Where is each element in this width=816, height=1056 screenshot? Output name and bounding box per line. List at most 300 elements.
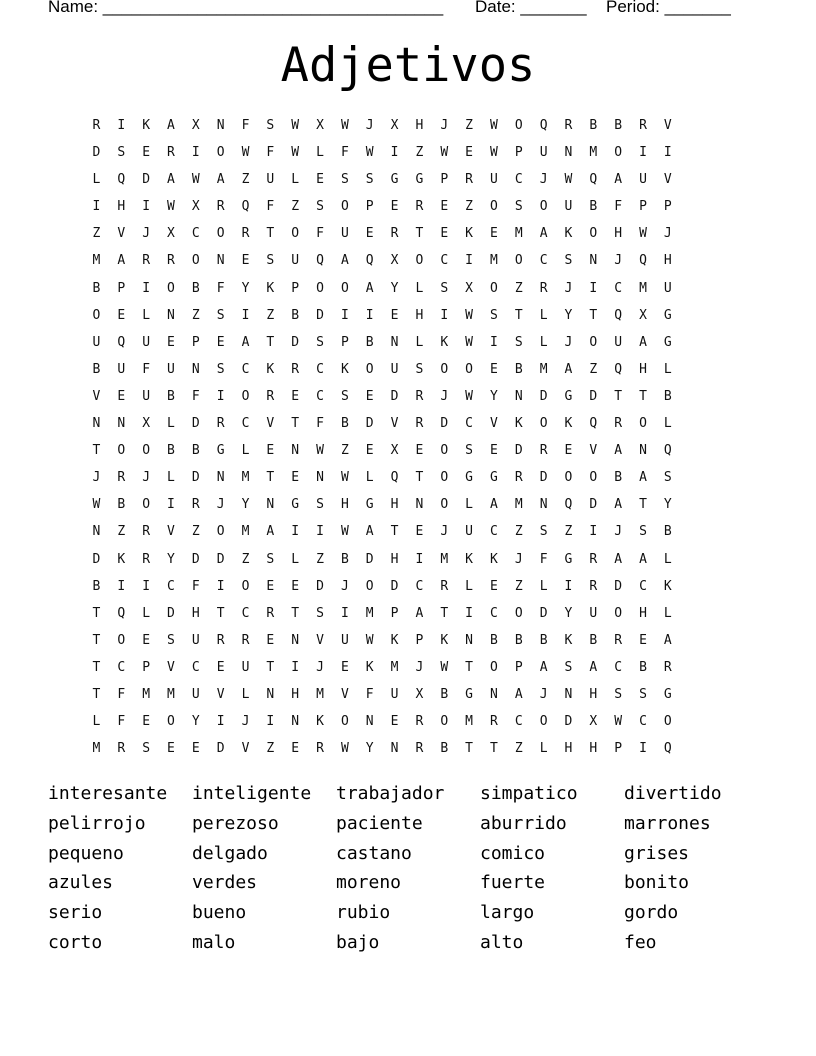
grid-letter[interactable]: D — [191, 416, 200, 432]
grid-letter[interactable]: U — [167, 361, 175, 377]
grid-letter[interactable]: U — [92, 334, 101, 350]
grid-letter[interactable]: E — [117, 388, 126, 404]
grid-letter[interactable]: K — [340, 361, 349, 377]
grid-letter[interactable]: C — [514, 172, 523, 188]
grid-letter[interactable]: M — [514, 497, 523, 513]
grid-letter[interactable]: O — [614, 145, 623, 161]
grid-letter[interactable]: J — [316, 659, 324, 675]
grid-letter[interactable]: D — [365, 416, 374, 432]
grid-letter[interactable]: T — [415, 226, 424, 242]
grid-letter[interactable]: R — [117, 470, 126, 486]
grid-letter[interactable]: T — [465, 741, 473, 757]
grid-letter[interactable]: U — [266, 172, 275, 188]
grid-letter[interactable]: Z — [191, 307, 200, 323]
grid-letter[interactable]: F — [216, 280, 225, 296]
grid-letter[interactable]: C — [316, 388, 324, 404]
grid-letter[interactable]: M — [390, 659, 399, 675]
grid-letter[interactable]: D — [440, 416, 449, 432]
grid-letter[interactable]: H — [117, 199, 126, 215]
grid-letter[interactable]: O — [589, 334, 598, 350]
grid-letter[interactable]: T — [92, 686, 101, 702]
grid-letter[interactable]: O — [514, 253, 523, 269]
grid-letter[interactable]: S — [365, 172, 374, 188]
grid-letter[interactable]: B — [340, 416, 349, 432]
grid-letter[interactable]: J — [614, 524, 623, 540]
grid-letter[interactable]: O — [316, 280, 324, 296]
grid-letter[interactable]: V — [589, 443, 598, 459]
grid-letter[interactable]: Y — [663, 497, 672, 513]
grid-letter[interactable]: S — [564, 659, 573, 675]
grid-letter[interactable]: C — [167, 578, 175, 594]
grid-letter[interactable]: I — [390, 145, 399, 161]
grid-letter[interactable]: S — [340, 388, 349, 404]
grid-letter[interactable]: F — [539, 551, 548, 567]
grid-letter[interactable]: L — [167, 416, 175, 432]
grid-letter[interactable]: W — [365, 145, 374, 161]
grid-letter[interactable]: G — [663, 686, 672, 702]
grid-letter[interactable]: N — [167, 307, 175, 323]
grid-letter[interactable]: J — [340, 578, 349, 594]
grid-letter[interactable]: A — [167, 118, 175, 133]
grid-letter[interactable]: X — [465, 280, 473, 296]
grid-letter[interactable]: K — [266, 361, 275, 377]
grid-letter[interactable]: I — [415, 551, 424, 567]
grid-letter[interactable]: P — [614, 741, 623, 757]
grid-letter[interactable]: Z — [514, 741, 523, 757]
grid-letter[interactable]: S — [639, 524, 647, 540]
grid-letter[interactable]: N — [564, 686, 573, 702]
grid-letter[interactable]: C — [539, 253, 548, 269]
grid-letter[interactable]: W — [291, 118, 300, 133]
grid-letter[interactable]: J — [514, 551, 523, 567]
grid-letter[interactable]: D — [564, 714, 573, 730]
grid-letter[interactable]: W — [365, 632, 374, 648]
grid-letter[interactable]: S — [415, 361, 424, 377]
grid-letter[interactable]: E — [440, 226, 449, 242]
grid-letter[interactable]: E — [142, 632, 151, 648]
grid-letter[interactable]: Y — [564, 605, 573, 621]
grid-letter[interactable]: A — [614, 497, 623, 513]
grid-letter[interactable]: I — [663, 145, 672, 161]
grid-letter[interactable]: U — [142, 334, 151, 350]
grid-letter[interactable]: D — [291, 334, 300, 350]
grid-letter[interactable]: I — [589, 524, 598, 540]
grid-letter[interactable]: T — [415, 470, 424, 486]
grid-letter[interactable]: Y — [191, 714, 200, 730]
grid-letter[interactable]: S — [216, 361, 225, 377]
grid-letter[interactable]: X — [639, 307, 647, 323]
grid-letter[interactable]: G — [663, 334, 672, 350]
grid-letter[interactable]: W — [316, 443, 324, 459]
grid-letter[interactable]: E — [639, 632, 647, 648]
grid-letter[interactable]: U — [241, 659, 250, 675]
grid-letter[interactable]: E — [316, 172, 324, 188]
grid-letter[interactable]: I — [365, 307, 374, 323]
grid-letter[interactable]: Y — [167, 551, 175, 567]
grid-letter[interactable]: Z — [191, 524, 200, 540]
grid-letter[interactable]: B — [514, 632, 523, 648]
grid-letter[interactable]: I — [639, 145, 647, 161]
grid-letter[interactable]: D — [191, 470, 200, 486]
grid-letter[interactable]: X — [142, 416, 151, 432]
grid-letter[interactable]: Y — [490, 388, 498, 404]
grid-letter[interactable]: S — [663, 470, 672, 486]
grid-letter[interactable]: I — [639, 741, 647, 757]
grid-letter[interactable]: X — [167, 226, 175, 242]
grid-letter[interactable]: H — [639, 605, 647, 621]
grid-letter[interactable]: S — [316, 605, 324, 621]
grid-letter[interactable]: M — [167, 686, 175, 702]
grid-letter[interactable]: I — [142, 280, 151, 296]
grid-letter[interactable]: Y — [241, 497, 250, 513]
grid-letter[interactable]: W — [340, 524, 349, 540]
grid-letter[interactable]: O — [490, 199, 498, 215]
grid-letter[interactable]: S — [340, 172, 349, 188]
grid-letter[interactable]: I — [340, 307, 349, 323]
grid-letter[interactable]: C — [241, 361, 250, 377]
grid-letter[interactable]: S — [514, 199, 523, 215]
grid-letter[interactable]: S — [465, 443, 473, 459]
grid-letter[interactable]: X — [390, 253, 399, 269]
grid-letter[interactable]: Q — [663, 443, 672, 459]
grid-letter[interactable]: O — [589, 226, 598, 242]
grid-letter[interactable]: L — [241, 686, 250, 702]
grid-letter[interactable]: I — [142, 578, 151, 594]
grid-letter[interactable]: M — [241, 470, 250, 486]
grid-letter[interactable]: E — [266, 578, 275, 594]
grid-letter[interactable]: D — [514, 443, 523, 459]
grid-letter[interactable]: E — [142, 145, 151, 161]
grid-letter[interactable]: R — [266, 388, 275, 404]
grid-letter[interactable]: E — [241, 253, 250, 269]
grid-letter[interactable]: C — [191, 659, 200, 675]
grid-letter[interactable]: N — [564, 145, 573, 161]
grid-letter[interactable]: A — [167, 172, 175, 188]
grid-letter[interactable]: X — [589, 714, 598, 730]
grid-letter[interactable]: M — [589, 145, 598, 161]
grid-letter[interactable]: I — [191, 145, 200, 161]
grid-letter[interactable]: R — [415, 416, 424, 432]
grid-letter[interactable]: R — [564, 118, 573, 133]
grid-letter[interactable]: A — [266, 524, 275, 540]
grid-letter[interactable]: L — [142, 605, 151, 621]
grid-letter[interactable]: F — [191, 578, 200, 594]
grid-letter[interactable]: R — [539, 280, 548, 296]
grid-letter[interactable]: N — [365, 714, 374, 730]
grid-letter[interactable]: G — [663, 307, 672, 323]
grid-letter[interactable]: O — [440, 497, 449, 513]
grid-letter[interactable]: Q — [639, 253, 647, 269]
grid-letter[interactable]: M — [639, 280, 647, 296]
grid-letter[interactable]: J — [440, 388, 449, 404]
grid-letter[interactable]: E — [490, 226, 498, 242]
grid-letter[interactable]: Q — [316, 253, 324, 269]
grid-letter[interactable]: A — [117, 253, 126, 269]
grid-letter[interactable]: U — [291, 253, 300, 269]
grid-letter[interactable]: V — [167, 524, 175, 540]
grid-letter[interactable]: W — [465, 388, 473, 404]
grid-letter[interactable]: B — [490, 632, 498, 648]
grid-letter[interactable]: D — [614, 578, 623, 594]
grid-letter[interactable]: E — [490, 578, 498, 594]
grid-letter[interactable]: R — [589, 551, 598, 567]
grid-letter[interactable]: I — [316, 524, 324, 540]
grid-letter[interactable]: H — [340, 497, 349, 513]
grid-letter[interactable]: S — [266, 253, 275, 269]
grid-letter[interactable]: I — [340, 605, 349, 621]
grid-letter[interactable]: D — [539, 470, 548, 486]
grid-letter[interactable]: L — [291, 551, 300, 567]
grid-letter[interactable]: E — [415, 524, 424, 540]
grid-letter[interactable]: P — [415, 632, 424, 648]
grid-letter[interactable]: I — [564, 578, 573, 594]
grid-letter[interactable]: Y — [564, 307, 573, 323]
grid-letter[interactable]: T — [440, 605, 449, 621]
grid-letter[interactable]: T — [490, 741, 498, 757]
grid-letter[interactable]: W — [167, 199, 175, 215]
grid-letter[interactable]: B — [167, 388, 175, 404]
grid-letter[interactable]: F — [316, 226, 324, 242]
grid-letter[interactable]: O — [216, 145, 225, 161]
grid-letter[interactable]: X — [415, 686, 424, 702]
grid-letter[interactable]: F — [614, 199, 623, 215]
grid-letter[interactable]: U — [490, 172, 498, 188]
grid-letter[interactable]: K — [663, 578, 672, 594]
grid-letter[interactable]: L — [241, 443, 250, 459]
grid-letter[interactable]: E — [266, 443, 275, 459]
grid-letter[interactable]: L — [167, 470, 175, 486]
grid-letter[interactable]: A — [564, 361, 573, 377]
grid-letter[interactable]: Z — [514, 578, 523, 594]
grid-letter[interactable]: K — [564, 416, 573, 432]
grid-letter[interactable]: C — [415, 578, 424, 594]
grid-letter[interactable]: Z — [117, 524, 126, 540]
grid-letter[interactable]: P — [663, 199, 672, 215]
grid-letter[interactable]: G — [465, 470, 473, 486]
grid-letter[interactable]: E — [465, 145, 473, 161]
grid-letter[interactable]: R — [614, 632, 623, 648]
grid-letter[interactable]: A — [663, 632, 672, 648]
grid-letter[interactable]: O — [142, 443, 151, 459]
grid-letter[interactable]: D — [539, 388, 548, 404]
grid-letter[interactable]: S — [266, 551, 275, 567]
grid-letter[interactable]: L — [465, 497, 473, 513]
grid-letter[interactable]: O — [514, 118, 523, 133]
grid-letter[interactable]: O — [490, 280, 498, 296]
grid-letter[interactable]: A — [490, 497, 498, 513]
grid-letter[interactable]: Z — [291, 199, 300, 215]
grid-letter[interactable]: Q — [589, 416, 598, 432]
grid-letter[interactable]: J — [663, 226, 672, 242]
grid-letter[interactable]: Q — [663, 741, 672, 757]
grid-letter[interactable]: T — [266, 334, 275, 350]
grid-letter[interactable]: X — [191, 199, 200, 215]
grid-letter[interactable]: J — [440, 524, 449, 540]
grid-letter[interactable]: B — [539, 632, 548, 648]
grid-letter[interactable]: C — [614, 280, 623, 296]
grid-letter[interactable]: N — [291, 632, 300, 648]
grid-letter[interactable]: N — [316, 470, 324, 486]
grid-letter[interactable]: E — [365, 443, 374, 459]
grid-letter[interactable]: O — [340, 714, 349, 730]
grid-letter[interactable]: K — [117, 551, 126, 567]
grid-letter[interactable]: O — [291, 226, 300, 242]
grid-letter[interactable]: M — [365, 605, 374, 621]
grid-letter[interactable]: P — [639, 199, 647, 215]
grid-letter[interactable]: I — [241, 307, 250, 323]
grid-letter[interactable]: G — [564, 388, 573, 404]
grid-letter[interactable]: N — [216, 253, 225, 269]
grid-letter[interactable]: N — [92, 416, 101, 432]
grid-letter[interactable]: U — [539, 145, 548, 161]
grid-letter[interactable]: H — [589, 741, 598, 757]
grid-letter[interactable]: U — [589, 605, 598, 621]
grid-letter[interactable]: R — [92, 118, 101, 133]
grid-letter[interactable]: T — [92, 605, 101, 621]
grid-letter[interactable]: H — [191, 605, 200, 621]
grid-letter[interactable]: L — [415, 334, 424, 350]
grid-letter[interactable]: O — [142, 497, 151, 513]
grid-letter[interactable]: Z — [514, 280, 523, 296]
grid-letter[interactable]: U — [663, 280, 672, 296]
grid-letter[interactable]: E — [365, 226, 374, 242]
grid-letter[interactable]: B — [191, 443, 200, 459]
grid-letter[interactable]: T — [266, 470, 275, 486]
grid-letter[interactable]: K — [564, 632, 573, 648]
grid-letter[interactable]: B — [663, 388, 672, 404]
grid-letter[interactable]: H — [589, 686, 598, 702]
grid-letter[interactable]: B — [639, 659, 647, 675]
grid-letter[interactable]: J — [241, 714, 250, 730]
grid-letter[interactable]: W — [291, 145, 300, 161]
grid-letter[interactable]: S — [316, 497, 324, 513]
grid-letter[interactable]: F — [340, 145, 349, 161]
grid-letter[interactable]: V — [216, 686, 225, 702]
grid-letter[interactable]: A — [365, 280, 374, 296]
grid-letter[interactable]: K — [316, 714, 324, 730]
grid-letter[interactable]: R — [167, 253, 175, 269]
grid-letter[interactable]: J — [415, 659, 424, 675]
grid-letter[interactable]: C — [117, 659, 126, 675]
grid-letter[interactable]: U — [390, 686, 399, 702]
grid-letter[interactable]: N — [216, 470, 225, 486]
grid-letter[interactable]: R — [241, 632, 250, 648]
grid-letter[interactable]: L — [365, 470, 374, 486]
grid-letter[interactable]: Q — [390, 470, 399, 486]
grid-letter[interactable]: O — [539, 714, 548, 730]
grid-letter[interactable]: I — [216, 388, 225, 404]
grid-letter[interactable]: H — [390, 497, 399, 513]
grid-letter[interactable]: R — [490, 714, 498, 730]
grid-letter[interactable]: O — [167, 280, 175, 296]
grid-letter[interactable]: K — [266, 280, 275, 296]
grid-letter[interactable]: E — [167, 334, 175, 350]
grid-letter[interactable]: F — [316, 416, 324, 432]
grid-letter[interactable]: A — [415, 605, 424, 621]
grid-letter[interactable]: R — [142, 524, 151, 540]
grid-letter[interactable]: G — [291, 497, 300, 513]
grid-letter[interactable]: O — [241, 388, 250, 404]
grid-letter[interactable]: D — [167, 605, 175, 621]
grid-letter[interactable]: O — [440, 470, 449, 486]
grid-letter[interactable]: T — [390, 524, 399, 540]
grid-letter[interactable]: E — [291, 388, 300, 404]
grid-letter[interactable]: V — [490, 416, 498, 432]
grid-letter[interactable]: S — [167, 632, 175, 648]
grid-letter[interactable]: W — [340, 118, 349, 133]
grid-letter[interactable]: I — [167, 497, 175, 513]
grid-letter[interactable]: E — [167, 741, 175, 757]
grid-letter[interactable]: U — [390, 361, 399, 377]
grid-letter[interactable]: U — [340, 632, 349, 648]
grid-letter[interactable]: W — [92, 497, 101, 513]
grid-letter[interactable]: Z — [465, 118, 473, 133]
grid-letter[interactable]: E — [390, 714, 399, 730]
grid-letter[interactable]: M — [539, 361, 548, 377]
grid-letter[interactable]: W — [490, 118, 498, 133]
grid-letter[interactable]: R — [191, 497, 200, 513]
grid-letter[interactable]: E — [291, 470, 300, 486]
grid-letter[interactable]: C — [191, 226, 200, 242]
grid-letter[interactable]: O — [241, 578, 250, 594]
grid-letter[interactable]: E — [340, 659, 349, 675]
grid-letter[interactable]: J — [142, 470, 151, 486]
grid-letter[interactable]: C — [316, 361, 324, 377]
grid-letter[interactable]: O — [191, 253, 200, 269]
grid-letter[interactable]: Y — [365, 741, 374, 757]
grid-letter[interactable]: E — [415, 443, 424, 459]
grid-letter[interactable]: F — [266, 145, 275, 161]
grid-letter[interactable]: W — [639, 226, 647, 242]
grid-letter[interactable]: R — [415, 388, 424, 404]
grid-letter[interactable]: L — [663, 551, 672, 567]
grid-letter[interactable]: G — [415, 172, 424, 188]
grid-letter[interactable]: B — [589, 632, 598, 648]
grid-letter[interactable]: T — [92, 659, 101, 675]
grid-letter[interactable]: S — [514, 334, 523, 350]
grid-letter[interactable]: R — [216, 199, 225, 215]
grid-letter[interactable]: X — [390, 118, 399, 133]
grid-letter[interactable]: P — [142, 659, 151, 675]
grid-letter[interactable]: I — [291, 659, 300, 675]
grid-letter[interactable]: L — [663, 605, 672, 621]
grid-letter[interactable]: O — [465, 361, 473, 377]
grid-letter[interactable]: O — [92, 307, 101, 323]
grid-letter[interactable]: R — [465, 172, 473, 188]
grid-letter[interactable]: F — [191, 388, 200, 404]
grid-letter[interactable]: U — [564, 199, 573, 215]
grid-letter[interactable]: O — [365, 361, 374, 377]
grid-letter[interactable]: M — [465, 714, 473, 730]
grid-letter[interactable]: H — [415, 118, 424, 133]
grid-letter[interactable]: S — [564, 253, 573, 269]
grid-letter[interactable]: A — [539, 226, 548, 242]
grid-letter[interactable]: C — [639, 714, 647, 730]
grid-letter[interactable]: R — [316, 741, 324, 757]
grid-letter[interactable]: U — [465, 524, 473, 540]
grid-letter[interactable]: O — [216, 226, 225, 242]
grid-letter[interactable]: B — [92, 361, 101, 377]
grid-letter[interactable]: P — [514, 659, 523, 675]
grid-letter[interactable]: E — [440, 199, 449, 215]
grid-letter[interactable]: O — [564, 470, 573, 486]
grid-letter[interactable]: Z — [316, 551, 324, 567]
grid-letter[interactable]: D — [316, 578, 324, 594]
grid-letter[interactable]: Q — [117, 334, 126, 350]
grid-letter[interactable]: R — [614, 416, 623, 432]
grid-letter[interactable]: C — [514, 714, 523, 730]
grid-letter[interactable]: V — [117, 226, 126, 242]
